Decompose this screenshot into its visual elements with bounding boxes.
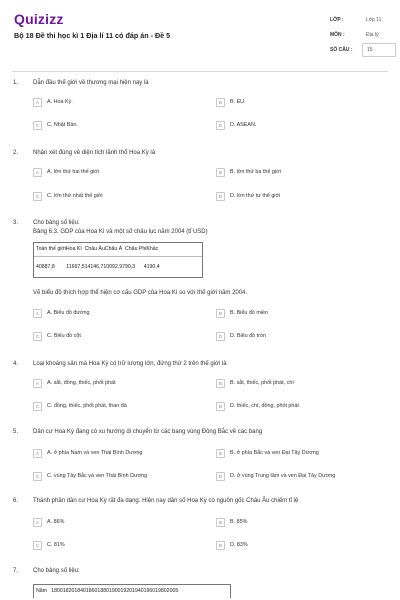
option-letter: B [216,518,225,527]
option-letter: D [216,332,225,341]
option-a[interactable] [33,168,99,177]
option-letter: C [33,541,42,550]
option-b[interactable] [216,168,281,177]
option-letter: A [33,168,42,177]
question-number: 1. [13,80,19,86]
question-text: Cho bảng số liệu: [33,568,80,574]
option-text: A. sắt, đồng, thiếc, phốt phát [47,380,116,386]
option-text: D. 83% [230,542,248,548]
option-b[interactable] [216,518,247,527]
option-c[interactable] [33,192,103,201]
data-table [33,242,203,278]
question-text: Dẫn đầu thế giới về thương mại hiện nay là [33,80,149,86]
class-label: LỚP : [330,17,344,23]
option-d[interactable] [216,121,256,130]
option-text: B. EU. [230,99,246,105]
option-d[interactable] [216,472,335,481]
option-letter: A [33,518,42,527]
option-letter: C [33,472,42,481]
question-number: 2. [13,150,19,156]
option-letter: D [216,402,225,411]
option-text: B. ở phía Bắc và ven Đại Tây Dương [230,450,319,456]
table-row: Toàn thế giớiHoa Kì Châu ÂuChâu Á Châu PhiKhác [36,246,159,252]
option-letter: D [216,121,225,130]
question-text: Cho bảng số liệu: [33,220,80,226]
option-a[interactable] [33,98,73,107]
option-letter: D [216,472,225,481]
option-letter: C [33,192,42,201]
question-number: 7. [13,568,19,574]
option-d[interactable] [216,541,248,550]
question-subtext: Bảng 6.3. GDP của Hoa Kì và một số châu lục năm 2004 (tỉ USD) [33,229,208,235]
option-b[interactable] [216,309,268,318]
option-c[interactable] [33,121,78,130]
option-a[interactable] [33,309,90,318]
option-c[interactable] [33,472,147,481]
option-text: B. 85% [230,519,248,525]
option-text: D. thiếc, chì, đồng, phốt phát [230,403,299,409]
question-text: Dân cư Hoa Kỳ đang có xu hướng di chuyển từ các bang vùng Đông Bắc về các bang [33,429,263,435]
worksheet-title: Bộ 18 Đề thi học kì 1 Địa lí 11 có đáp án - Đề 5 [14,31,171,40]
question-number: 6. [13,498,19,504]
option-text: A. 86% [47,519,65,525]
subject-label: MÔN : [330,32,345,38]
option-c[interactable] [33,332,81,341]
quizizz-logo: Quizizz [14,11,64,27]
option-letter: B [216,168,225,177]
option-text: B. Biểu đồ miền [230,310,269,316]
subject-value: Địa lý [366,32,379,38]
option-text: C. vùng Tây Bắc và ven Thái Bình Dương [47,473,148,479]
question-text: Loại khoáng sản mà Hoa Kỳ có trữ lượng lớn, đứng thứ 2 trên thế giới là [33,361,227,367]
option-letter: A [33,309,42,318]
option-letter: B [216,98,225,107]
question-number: 4. [13,361,19,367]
header-divider [12,71,388,72]
option-letter: A [33,449,42,458]
option-text: D. ở vùng Trung tâm và ven Đại Tây Dương [230,473,336,479]
option-text: C. đồng, thiếc, phốt phát, than đá [47,403,127,409]
option-letter: B [216,379,225,388]
question-prompt: Vẽ biểu đồ thích hợp thể hiện cơ cấu GDP của Hoa Kì so với thế giới năm 2004. [33,290,248,296]
question-text: Nhận xét đúng về diện tích lãnh thổ Hoa Kỳ là [33,150,156,156]
option-letter: B [216,309,225,318]
question-number: 3. [13,220,19,226]
option-letter: D [216,192,225,201]
option-c[interactable] [33,541,65,550]
option-text: D. Biểu đồ tròn [230,333,266,339]
question-text: Thành phần dân cư Hoa Kỳ rất đa dạng. Hiện nay dân số Hoa Kỳ có nguồn gốc Châu Âu chiếm tỉ lệ [33,498,299,504]
option-c[interactable] [33,402,127,411]
option-text: A. Hoa Kỳ. [47,99,73,105]
option-letter: B [216,449,225,458]
question-count-label: SỐ CÂU : [330,47,353,53]
option-letter: A [33,379,42,388]
option-text: C. lớn thứ nhất thế giới [47,193,103,199]
table-row: 40887,8 11667,514146,710092,9790,3 4190,4 [34,256,202,277]
option-letter: C [33,332,42,341]
option-b[interactable] [216,449,319,458]
option-d[interactable] [216,192,280,201]
option-letter: C [33,402,42,411]
option-letter: A [33,98,42,107]
option-text: A. ở phía Nam và ven Thái Bình Dương [47,450,143,456]
option-text: D. lớn thứ tư thế giới [230,193,281,199]
option-text: C. 81% [47,542,65,548]
worksheet-header [0,0,400,70]
option-text: A. Biểu đồ đường [47,310,90,316]
class-value: Lớp 11 [366,17,382,23]
option-a[interactable] [33,518,64,527]
option-text: C. Nhật Bản. [47,122,78,128]
question-number: 5. [13,429,19,435]
option-letter: D [216,541,225,550]
option-text: D. ASEAN. [230,122,257,128]
data-table [33,584,231,598]
option-b[interactable] [216,379,294,388]
option-a[interactable] [33,379,116,388]
option-text: A. lớn thứ hai thế giới [47,169,100,175]
option-a[interactable] [33,449,142,458]
option-letter: C [33,121,42,130]
option-text: C. Biểu đồ cột [47,333,81,339]
option-text: B. sắt, thiếc, phốt phát, chì [230,380,294,386]
table-row: Năm 18001820184018601880190019201940196019802005 [36,588,179,594]
option-text: B. lớn thứ ba thế giới [230,169,281,175]
option-d[interactable] [216,332,266,341]
option-d[interactable] [216,402,299,411]
option-b[interactable] [216,98,246,107]
question-count-value: 15 [362,43,396,57]
